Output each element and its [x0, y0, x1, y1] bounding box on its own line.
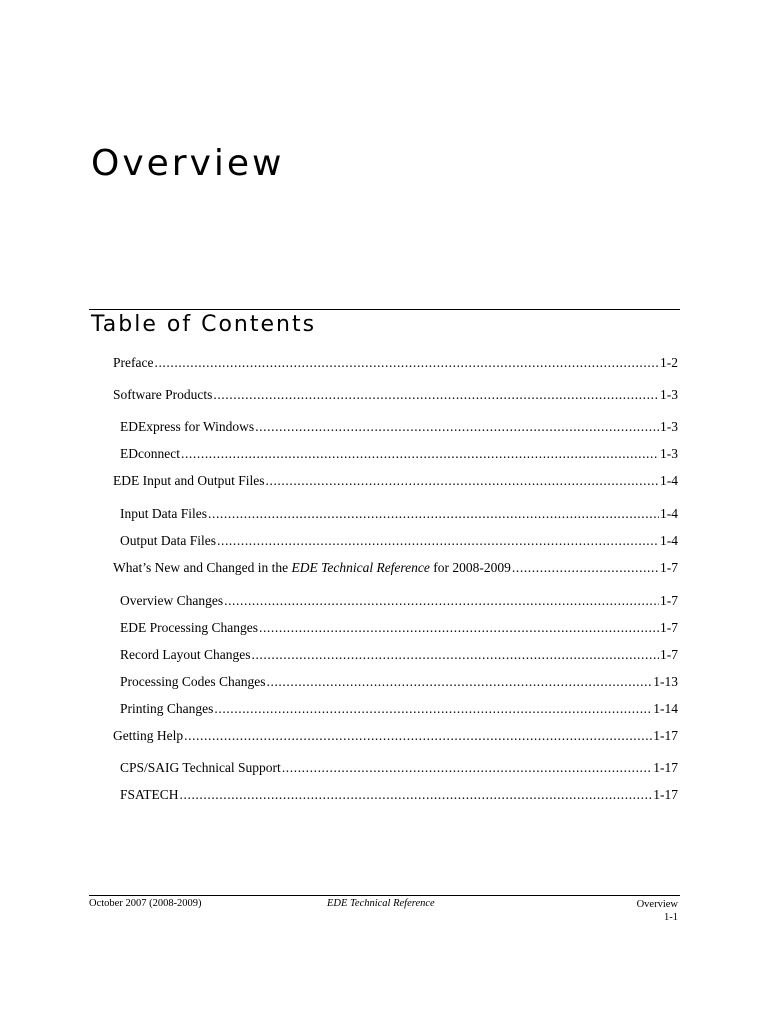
toc-dot-leader — [184, 727, 652, 745]
toc-entry-whats-new[interactable] — [113, 559, 678, 577]
toc-entry-label: Preface — [113, 355, 154, 370]
toc-entry-input-data-files[interactable] — [120, 505, 678, 523]
toc-entry-printing-changes[interactable] — [120, 700, 678, 718]
toc-dot-leader — [267, 673, 653, 691]
toc-entry-label: Processing Codes Changes — [120, 674, 266, 689]
toc-entry-page: 1-4 — [660, 506, 678, 521]
toc-dot-leader — [255, 418, 659, 436]
toc-entry-page: 1-3 — [660, 387, 678, 402]
toc-entry-label: EDExpress for Windows — [120, 419, 255, 434]
toc-entry-page: 1-4 — [660, 533, 678, 548]
toc-entry-label: FSATECH — [120, 787, 179, 802]
toc-dot-leader — [154, 354, 659, 372]
toc-dot-leader — [282, 759, 652, 777]
toc-entry-page: 1-3 — [660, 446, 678, 461]
toc-entry-page: 1-3 — [660, 419, 678, 434]
toc-entry-preface[interactable] — [113, 354, 678, 372]
toc-entry-label: EDE Processing Changes — [120, 620, 258, 635]
toc-entry-edconnect[interactable] — [120, 445, 678, 463]
toc-entry-page: 1-7 — [660, 647, 678, 662]
toc-entry-processing-codes-changes[interactable] — [120, 673, 678, 691]
toc-label-part: for 2008-2009 — [429, 560, 511, 575]
toc-label-part: What’s New and Changed in the — [113, 560, 292, 575]
footer-section: Overview — [636, 899, 678, 910]
toc-dot-leader — [251, 646, 659, 664]
toc-entry-label: Input Data Files — [120, 506, 207, 521]
toc-entry-record-layout-changes[interactable] — [120, 646, 678, 664]
toc-dot-leader — [224, 592, 659, 610]
footer-doc-title: EDE Technical Reference — [327, 898, 435, 909]
toc-dot-leader — [214, 700, 652, 718]
footer-page-number: 1-1 — [664, 912, 678, 923]
toc-entry-fsatech[interactable] — [120, 786, 678, 804]
toc-dot-leader — [266, 472, 660, 490]
toc-entry-page: 1-14 — [653, 701, 678, 716]
toc-entry-page: 1-7 — [660, 560, 678, 575]
footer-divider — [89, 895, 680, 896]
toc-dot-leader — [208, 505, 659, 523]
toc-dot-leader — [181, 445, 659, 463]
toc-entry-page: 1-17 — [653, 760, 678, 775]
toc-entry-label — [113, 559, 511, 577]
toc-entry-overview-changes[interactable] — [120, 592, 678, 610]
toc-label-italic: EDE Technical Reference — [291, 560, 430, 575]
toc-entry-page: 1-7 — [660, 620, 678, 635]
chapter-title: Overview — [91, 143, 285, 184]
toc-dot-leader — [217, 532, 659, 550]
toc-entry-page: 1-13 — [653, 674, 678, 689]
toc-entry-label: Output Data Files — [120, 533, 216, 548]
toc-dot-leader — [213, 386, 659, 404]
toc-entry-software-products[interactable] — [113, 386, 678, 404]
toc-entry-processing-changes[interactable] — [120, 619, 678, 637]
toc-dot-leader — [259, 619, 659, 637]
toc-entry-output-data-files[interactable] — [120, 532, 678, 550]
toc-entry-label: EDconnect — [120, 446, 180, 461]
toc-entry-getting-help[interactable] — [113, 727, 678, 745]
toc-entry-label: Getting Help — [113, 728, 184, 743]
footer-date: October 2007 (2008-2009) — [89, 898, 202, 909]
toc-entry-label: Printing Changes — [120, 701, 214, 716]
toc-entry-page: 1-17 — [653, 728, 678, 743]
toc-dot-leader — [180, 786, 653, 804]
toc-entry-input-output-files[interactable] — [113, 472, 678, 490]
toc-entry-page: 1-4 — [660, 473, 678, 488]
toc-heading: Table of Contents — [91, 312, 317, 337]
toc-entry-label: CPS/SAIG Technical Support — [120, 760, 281, 775]
toc-entry-page: 1-17 — [653, 787, 678, 802]
toc-entry-edexpress[interactable] — [120, 418, 678, 436]
toc-entry-label: EDE Input and Output Files — [113, 473, 265, 488]
toc-entry-label: Record Layout Changes — [120, 647, 251, 662]
toc-entry-cps-saig-support[interactable] — [120, 759, 678, 777]
toc-entry-label: Software Products — [113, 387, 213, 402]
toc-entry-page: 1-7 — [660, 593, 678, 608]
footer-page-info — [637, 898, 678, 924]
toc-entry-label: Overview Changes — [120, 593, 224, 608]
toc-dot-leader — [512, 559, 659, 577]
toc-entry-page: 1-2 — [660, 355, 678, 370]
